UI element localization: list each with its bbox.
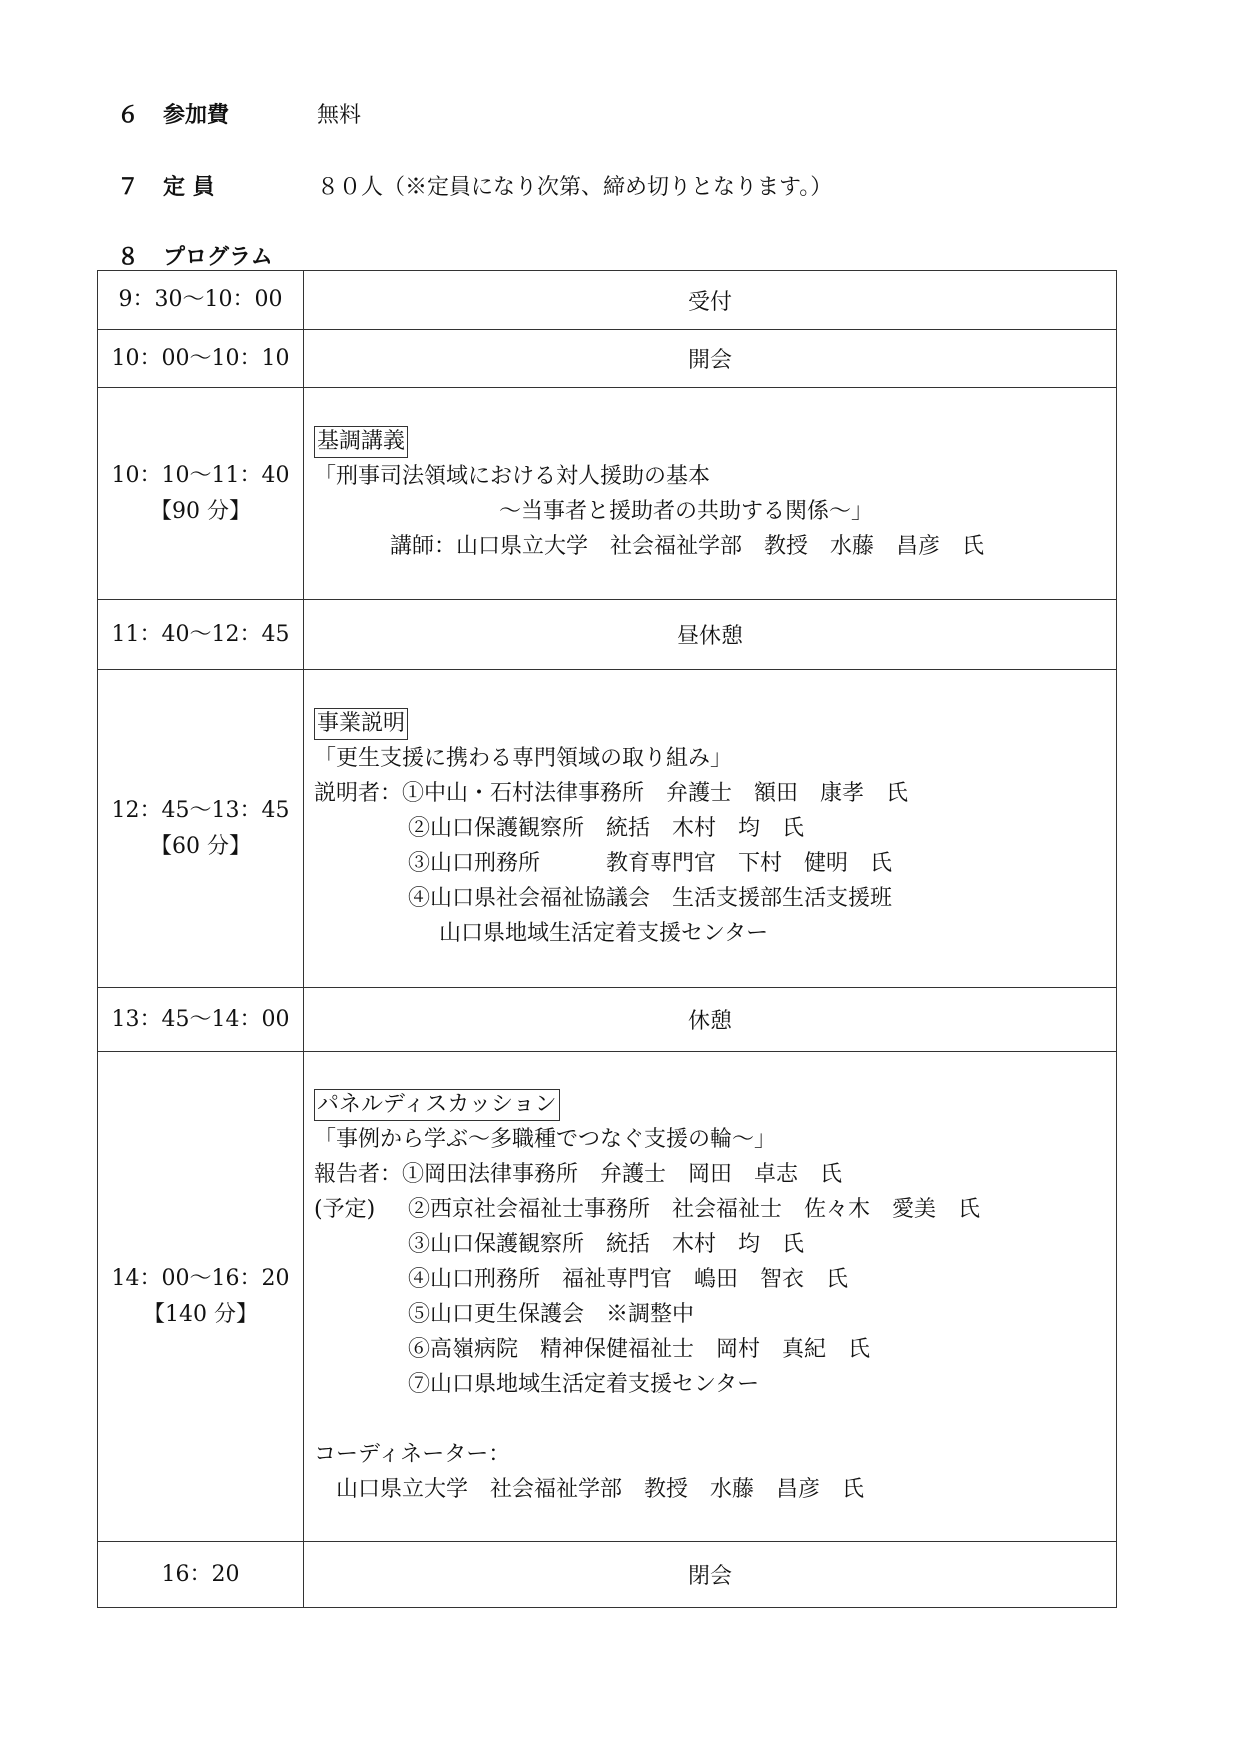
reporter-item: ④山口刑務所 福祉専門官 嶋田 智衣 氏 xyxy=(408,1266,849,1292)
time-cell: 16：20 xyxy=(98,1542,304,1608)
time-cell: 13：45〜14：00 xyxy=(98,988,304,1052)
reporter-item: ⑦山口県地域生活定着支援センター xyxy=(408,1371,760,1397)
activity-cell: 受付 xyxy=(304,271,1117,330)
time-cell xyxy=(98,1052,304,1542)
section-6 xyxy=(117,98,362,129)
lecturer: 講師：山口県立大学 社会福祉学部 教授 水藤 昌彦 氏 xyxy=(390,533,985,559)
presenter-item-extra: 山口県地域生活定着支援センター xyxy=(439,921,769,946)
presenter-item: ②山口保護観察所 統括 木村 均 氏 xyxy=(408,816,805,841)
time-range: 12：45〜13：45 xyxy=(111,797,290,823)
time-range: 14：00〜16：20 xyxy=(111,1265,290,1291)
activity-cell: 休憩 xyxy=(304,988,1117,1052)
section-label: 参加費 xyxy=(163,103,230,128)
time-cell xyxy=(98,670,304,988)
time-cell: 10：00〜10：10 xyxy=(98,330,304,388)
time-cell: 9：30〜10：00 xyxy=(98,271,304,330)
presenter-item: ④山口県社会福祉協議会 生活支援部生活支援班 xyxy=(408,886,893,911)
session-title: 「事例から学ぶ〜多職種でつなぐ支援の輪〜」 xyxy=(314,1126,777,1152)
activity-cell: 閉会 xyxy=(304,1542,1117,1608)
section-number: ６ xyxy=(117,103,140,128)
session-title: 「刑事司法領域における対人援助の基本 xyxy=(314,463,711,489)
table-row xyxy=(98,988,1117,1052)
session-heading: パネルディスカッション xyxy=(314,1089,560,1121)
session-title: 「更生支援に携わる専門領域の取り組み」 xyxy=(314,746,733,771)
presenter-item: ③山口刑務所 教育専門官 下村 健明 氏 xyxy=(408,851,893,876)
program-table xyxy=(97,270,1117,1608)
time-cell xyxy=(98,388,304,600)
table-row xyxy=(98,271,1117,330)
capacity-value: ８０人（※定員になり次第、締め切りとなります。） xyxy=(317,175,833,200)
reporter-item: ⑥高嶺病院 精神保健福祉士 岡村 真紀 氏 xyxy=(408,1336,871,1362)
activity-cell: 開会 xyxy=(304,330,1117,388)
coordinator: 山口県立大学 社会福祉学部 教授 水藤 昌彦 氏 xyxy=(336,1476,865,1502)
table-row xyxy=(98,1542,1117,1608)
duration: 【140 分】 xyxy=(143,1301,258,1327)
session-heading: 基調講義 xyxy=(314,426,408,458)
reporter-item: ③山口保護観察所 統括 木村 均 氏 xyxy=(408,1231,805,1257)
time-cell: 11：40〜12：45 xyxy=(98,600,304,670)
table-row xyxy=(98,600,1117,670)
presenter-item: ①中山・石村法律事務所 弁護士 額田 康孝 氏 xyxy=(402,781,909,806)
table-row xyxy=(98,388,1117,600)
detail-cell xyxy=(304,388,1117,600)
duration: 【90 分】 xyxy=(150,498,251,524)
section-7 xyxy=(117,170,833,201)
reporter-item: ①岡田法律事務所 弁護士 岡田 卓志 氏 xyxy=(402,1161,843,1187)
reporter-label: 報告者： xyxy=(314,1161,403,1187)
fee-value: 無料 xyxy=(317,103,362,128)
section-number: ７ xyxy=(117,175,140,200)
detail-cell xyxy=(304,670,1117,988)
presenter-label: 説明者： xyxy=(314,781,403,806)
reporter-note: (予定) xyxy=(314,1196,376,1222)
table-row xyxy=(98,330,1117,388)
duration: 【60 分】 xyxy=(150,833,251,859)
activity-cell: 昼休憩 xyxy=(304,600,1117,670)
detail-cell xyxy=(304,1052,1117,1542)
table-row xyxy=(98,1052,1117,1542)
table-row xyxy=(98,670,1117,988)
reporter-item: ⑤山口更生保護会 ※調整中 xyxy=(408,1301,695,1327)
session-heading: 事業説明 xyxy=(314,708,408,740)
time-range: 10：10〜11：40 xyxy=(111,462,290,488)
section-label: プログラム xyxy=(163,245,273,270)
session-subtitle: 〜当事者と援助者の共助する関係〜」 xyxy=(499,498,874,524)
reporter-item: ②西京社会福祉士事務所 社会福祉士 佐々木 愛美 氏 xyxy=(408,1196,981,1222)
section-8 xyxy=(117,240,273,271)
spacer xyxy=(314,1402,1106,1437)
coordinator-label: コーディネーター： xyxy=(314,1441,511,1467)
section-number: ８ xyxy=(117,245,140,270)
section-label: 定 員 xyxy=(163,175,215,200)
